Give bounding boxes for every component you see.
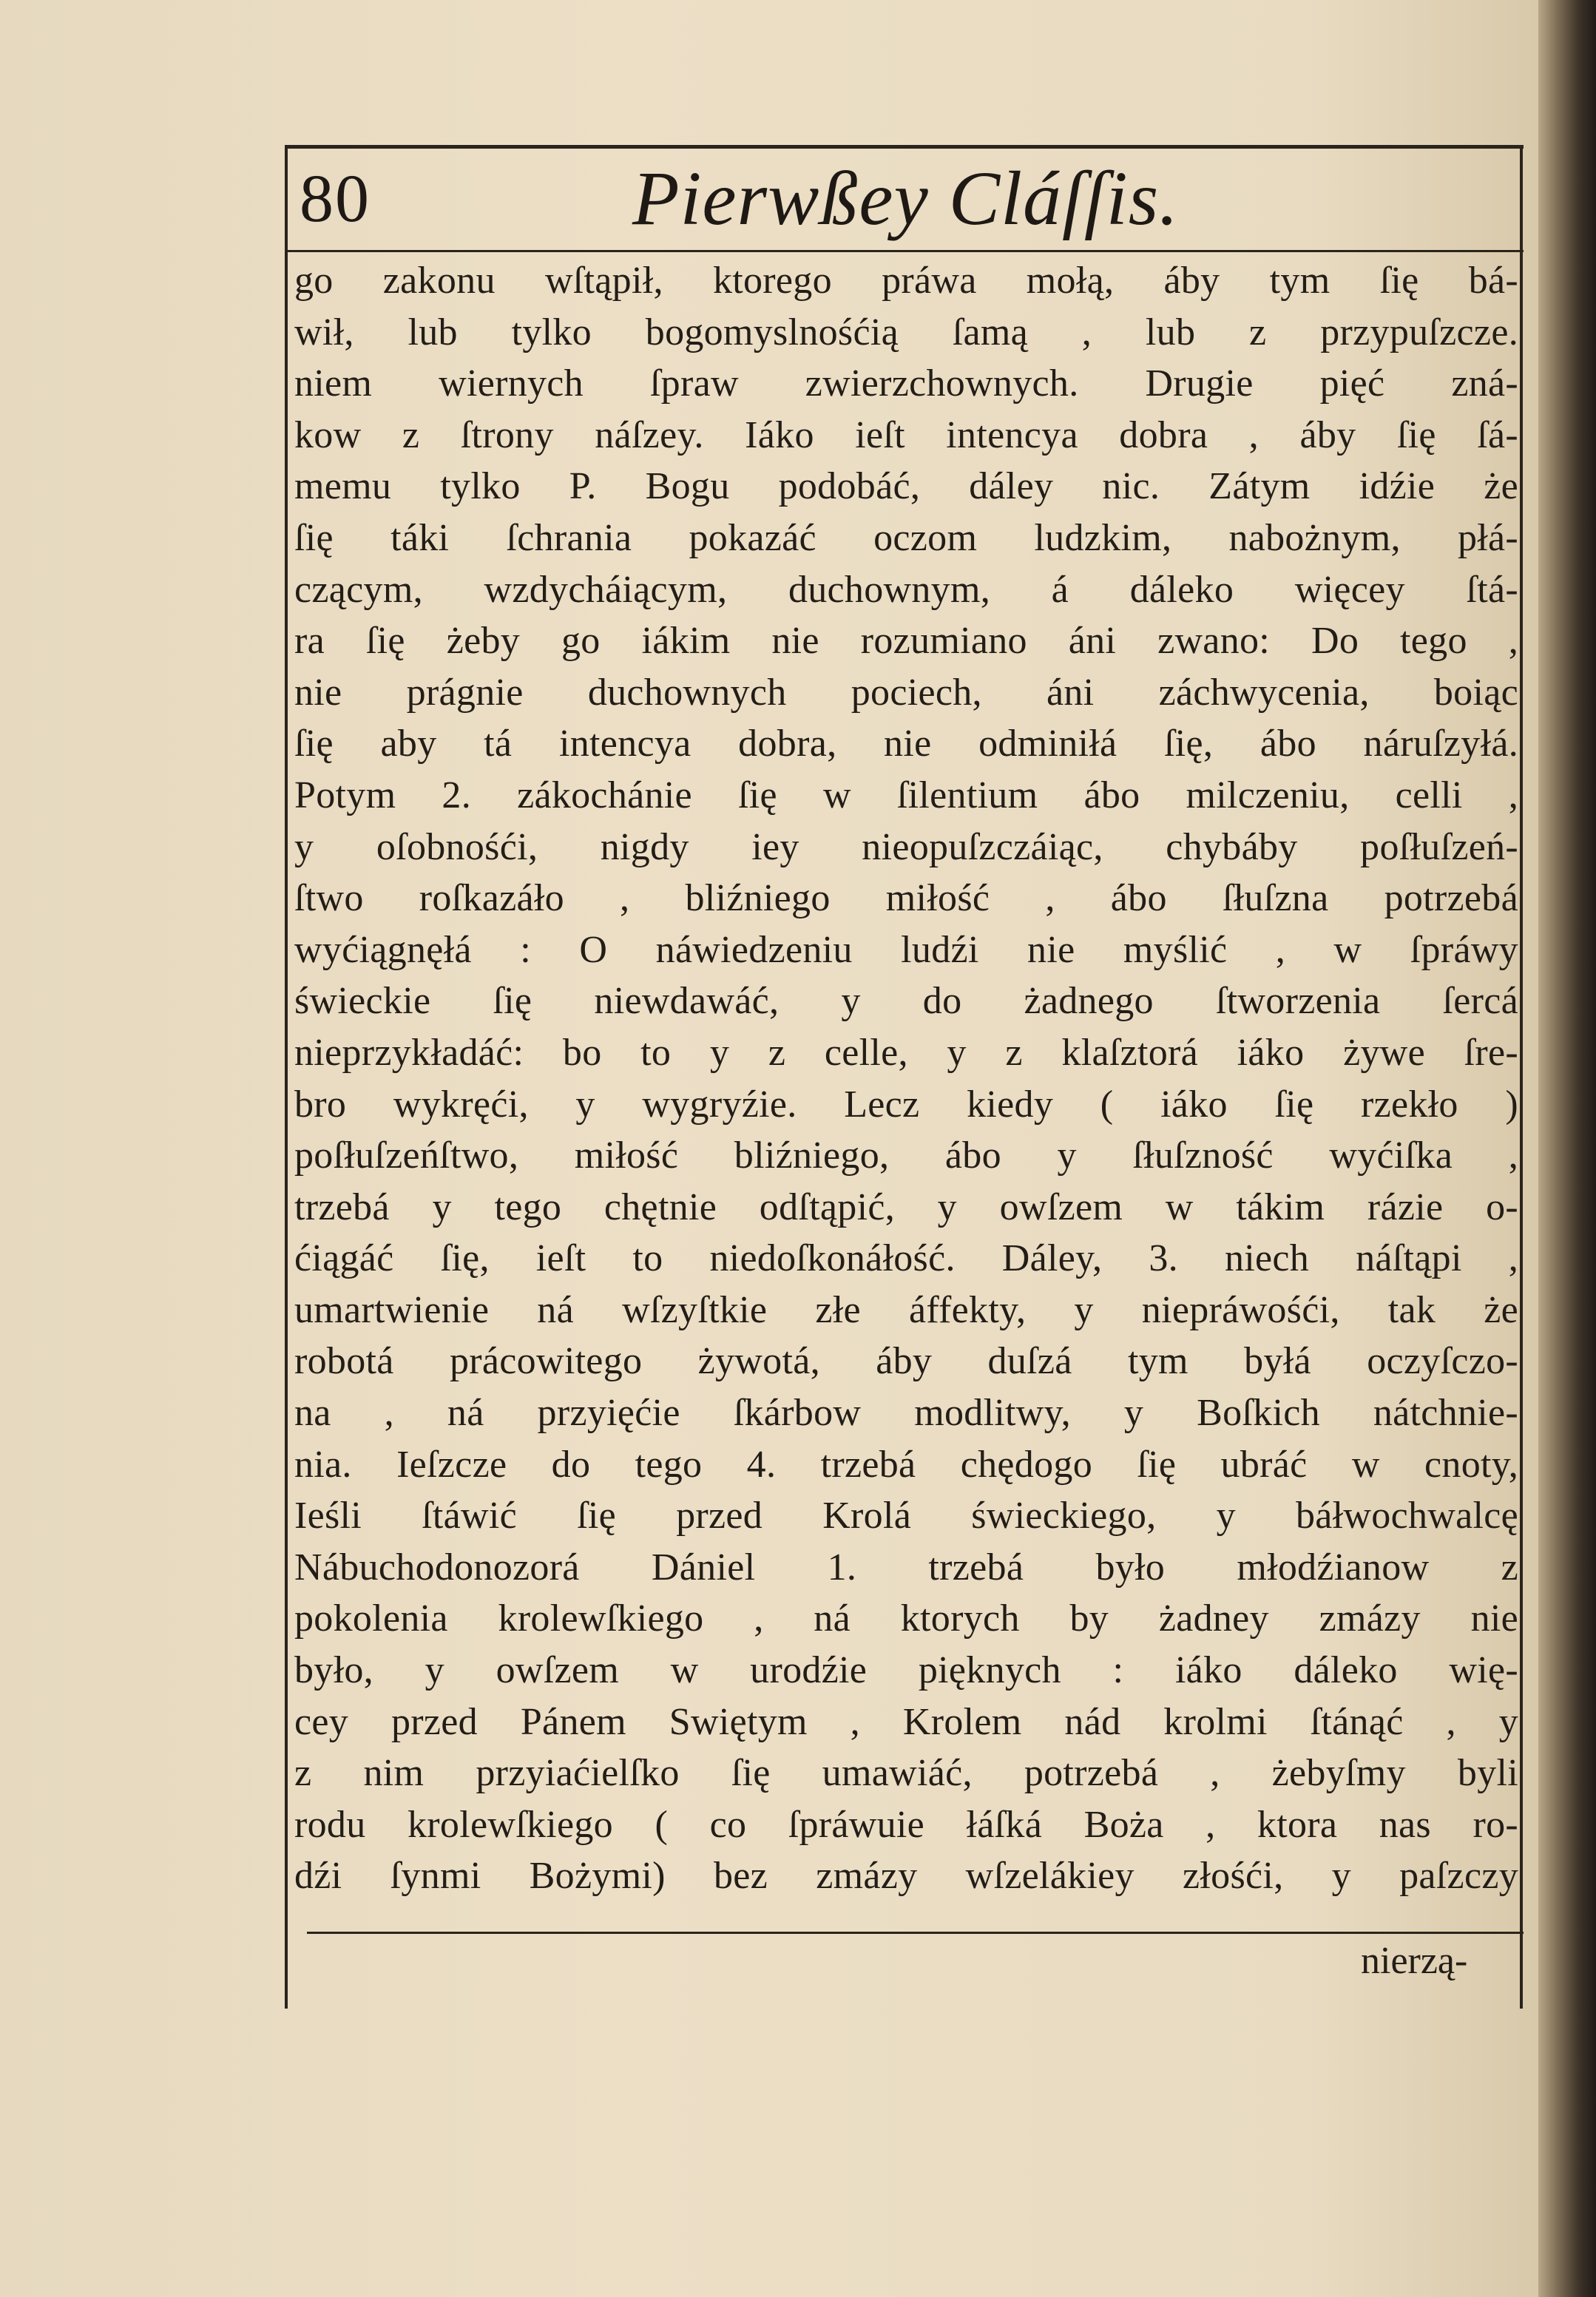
header-rule — [285, 250, 1524, 252]
text-line: Potym 2. zákochánie ſię w ſilentium ábo milczeniu, celli , — [294, 774, 1518, 816]
running-title: Pierwßey Cláſſis. — [632, 156, 1180, 241]
text-line: kow z ſtrony náſzey. Iáko ieſt intencya dobra , áby ſię ſá- — [294, 413, 1518, 456]
text-line: umartwienie ná wſzyſtkie złe áffekty, y niepráwośći, tak że — [294, 1288, 1518, 1331]
body-text — [294, 255, 1518, 1902]
text-line: nieprzykładáć: bo to y z celle, y z klaſztorá iáko żywe ſre- — [294, 1031, 1518, 1074]
text-line: wił, lub tylko bogomyslnośćią ſamą , lub z przypuſzcze. — [294, 311, 1518, 353]
top-rule — [285, 145, 1524, 149]
text-line: świeckie ſię niewdawáć, y do żadnego ſtworzenia ſercá — [294, 980, 1518, 1023]
text-line: poſłuſzeńſtwo, miłość bliźniego, ábo y ſłuſzność wyćiſka , — [294, 1134, 1518, 1177]
text-line: dźi ſynmi Bożymi) bez zmázy wſzelákiey złośći, y paſzczy — [294, 1855, 1518, 1898]
text-line: memu tylko P. Bogu podobáć, dáley nic. Zátym idźie że — [294, 465, 1518, 508]
right-frame-rule — [1520, 145, 1523, 2009]
book-spine-shadow — [1538, 0, 1596, 2297]
text-line: czącym, wzdycháiącym, duchownym, á dáleko więcey ſtá- — [294, 568, 1518, 611]
text-line: trzebá y tego chętnie odſtąpić, y owſzem w tákim rázie o- — [294, 1185, 1518, 1228]
left-frame-rule — [285, 145, 288, 2009]
text-line: ſię táki ſchrania pokazáć oczom ludzkim, nabożnym, płá- — [294, 516, 1518, 559]
text-line: ra ſię żeby go iákim nie rozumiano áni zwano: Do tego , — [294, 620, 1518, 663]
text-line: Ieśli ſtáwić ſię przed Krolá świeckiego, y báłwochwalcę — [294, 1495, 1518, 1537]
text-line: rodu krolewſkiego ( co ſpráwuie łáſká Boża , ktora nas ro- — [294, 1803, 1518, 1846]
text-line: Nábuchodonozorá Dániel 1. trzebá było młodźianow z — [294, 1546, 1518, 1589]
text-line: y oſobnośći, nigdy iey nieopuſzczáiąc, chybáby poſłuſzeń- — [294, 825, 1518, 868]
catchword: nierzą- — [1361, 1940, 1468, 1982]
page-number: 80 — [300, 160, 371, 236]
bottom-rule — [307, 1932, 1524, 1934]
text-line: na , ná przyięćie ſkárbow modlitwy, y Boſkich nátchnie- — [294, 1392, 1518, 1435]
text-line: niem wiernych ſpraw zwierzchownych. Drugie pięć zná- — [294, 362, 1518, 405]
text-line: nia. Ieſzcze do tego 4. trzebá chędogo ſię ubráć w cnoty, — [294, 1443, 1518, 1486]
text-line: cey przed Pánem Swiętym , Krolem nád krolmi ſtánąć , y — [294, 1700, 1518, 1743]
text-line: ſtwo roſkazáło , bliźniego miłość , ábo ſłuſzna potrzebá — [294, 877, 1518, 920]
text-line: wyćiągnęłá : O náwiedzeniu ludźi nie myślić , w ſpráwy — [294, 928, 1518, 971]
text-line: było, y owſzem w urodźie pięknych : iáko dáleko wię- — [294, 1649, 1518, 1692]
text-line: pokolenia krolewſkiego , ná ktorych by żadney zmázy nie — [294, 1597, 1518, 1640]
page-header — [292, 152, 1516, 248]
text-line: go zakonu wſtąpił, ktorego práwa mołą, áby tym ſię bá- — [294, 260, 1518, 302]
text-line: bro wykręći, y wygryźie. Lecz kiedy ( iáko ſię rzekło ) — [294, 1083, 1518, 1126]
text-line: ſię aby tá intencya dobra, nie odminiłá ſię, ábo náruſzyłá. — [294, 723, 1518, 765]
text-line: robotá prácowitego żywotá, áby duſzá tym byłá oczyſczo- — [294, 1340, 1518, 1383]
text-line: ćiągáć ſię, ieſt to niedoſkonáłość. Dáley, 3. niech náſtąpi , — [294, 1237, 1518, 1280]
text-line: nie prágnie duchownych pociech, áni záchwycenia, boiąc — [294, 671, 1518, 714]
text-line: z nim przyiaćielſko ſię umawiáć, potrzebá , żebyſmy byli — [294, 1752, 1518, 1795]
